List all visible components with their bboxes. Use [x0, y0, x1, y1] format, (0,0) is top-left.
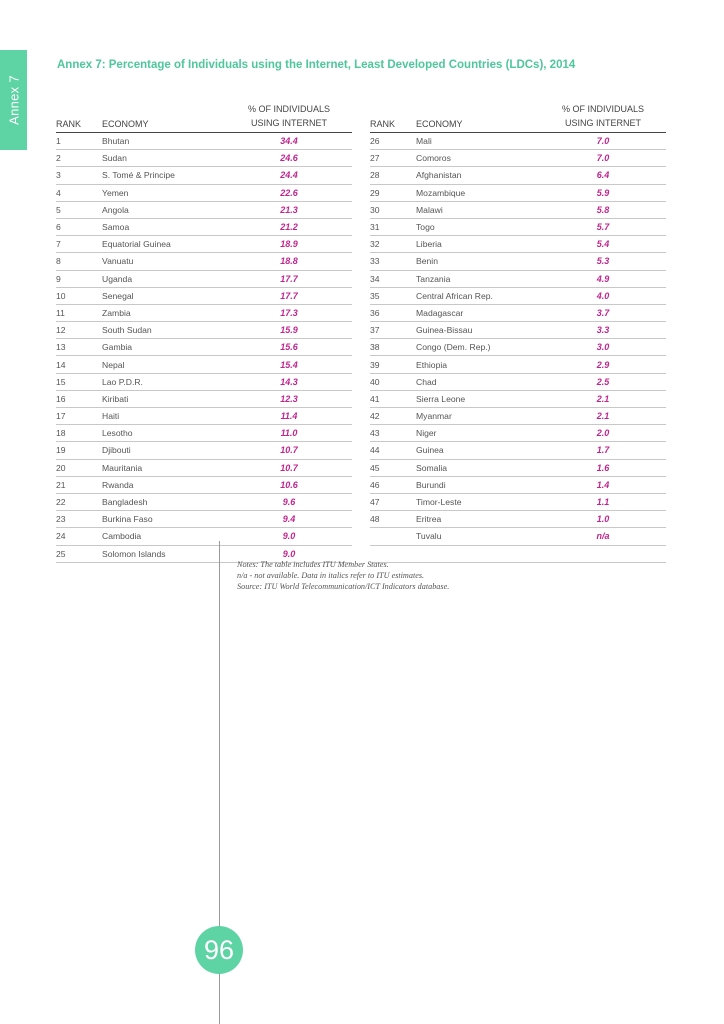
rank-cell: 31 — [370, 222, 380, 233]
economy-cell: Sudan — [102, 153, 127, 164]
value-cell: 9.0 — [282, 548, 296, 559]
table-row — [370, 271, 666, 288]
note-line: n/a - not available. Data in italics refer to ITU estimates. — [237, 571, 425, 580]
value-cell: 14.3 — [280, 376, 298, 387]
value-cell: 2.5 — [596, 376, 610, 387]
rank-cell: 11 — [56, 307, 65, 318]
value-cell: 1.0 — [596, 514, 610, 525]
percent-header: % OF INDIVIDUALS USING INTERNET — [561, 104, 644, 128]
table-row — [370, 511, 666, 528]
value-cell: 1.4 — [596, 479, 610, 490]
rank-cell: 25 — [56, 548, 66, 559]
value-cell: 9.0 — [282, 531, 296, 542]
table-row — [56, 460, 352, 477]
economy-header: ECONOMY — [416, 119, 463, 129]
rank-cell: 18 — [56, 428, 66, 439]
rank-cell: 30 — [370, 204, 380, 215]
table-row — [370, 477, 666, 494]
economy-cell: Angola — [102, 204, 129, 215]
value-cell: 18.9 — [280, 239, 298, 250]
value-cell: 11.0 — [280, 428, 298, 439]
value-cell: n/a — [596, 531, 610, 542]
economy-cell: Tanzania — [416, 273, 451, 284]
value-cell: 11.4 — [280, 411, 298, 422]
economy-cell: Afghanistan — [416, 170, 462, 181]
economy-cell: Senegal — [102, 290, 134, 301]
table-row — [370, 425, 666, 442]
rank-cell: 33 — [370, 256, 380, 267]
table-row — [56, 271, 352, 288]
rank-cell: 13 — [56, 342, 66, 353]
value-cell: 9.6 — [282, 497, 296, 508]
value-cell: 34.4 — [280, 136, 298, 147]
rank-cell: 36 — [370, 307, 380, 318]
value-cell: 5.9 — [596, 187, 610, 198]
table-row — [56, 425, 352, 442]
economy-cell: Solomon Islands — [102, 548, 166, 559]
ranking-table-left — [56, 101, 352, 563]
rank-cell: 2 — [56, 153, 61, 164]
economy-cell: Niger — [416, 428, 437, 439]
value-cell: 1.7 — [596, 445, 610, 456]
rank-header: RANK — [370, 119, 396, 129]
economy-cell: Central African Rep. — [416, 290, 493, 301]
economy-cell: Madagascar — [416, 307, 464, 318]
rank-cell: 35 — [370, 290, 380, 301]
table-row — [56, 477, 352, 494]
rank-cell: 6 — [56, 222, 61, 233]
table-row — [370, 528, 666, 545]
value-cell: 5.7 — [596, 222, 610, 233]
table-row — [370, 253, 666, 270]
table-row — [56, 339, 352, 356]
value-cell: 17.7 — [280, 273, 298, 284]
table-row — [370, 236, 666, 253]
economy-cell: Eritrea — [416, 514, 442, 525]
economy-cell: Haiti — [102, 411, 120, 422]
value-cell: 4.9 — [596, 273, 610, 284]
rank-cell: 44 — [370, 445, 380, 456]
economy-cell: Congo (Dem. Rep.) — [416, 342, 491, 353]
value-cell: 24.6 — [280, 153, 298, 164]
value-cell: 2.1 — [596, 393, 610, 404]
table-row — [370, 460, 666, 477]
table-row — [56, 391, 352, 408]
table-row — [370, 322, 666, 339]
value-cell: 3.7 — [596, 307, 610, 318]
value-cell: 5.4 — [596, 239, 610, 250]
rank-cell: 14 — [56, 359, 66, 370]
table-row — [370, 408, 666, 425]
rank-cell: 3 — [56, 170, 61, 181]
rank-cell: 42 — [370, 411, 380, 422]
table-row — [56, 305, 352, 322]
rank-header: RANK — [56, 119, 82, 129]
economy-cell: Tuvalu — [416, 531, 442, 542]
rank-cell: 4 — [56, 187, 61, 198]
economy-cell: Togo — [416, 222, 435, 233]
table-row — [56, 219, 352, 236]
table-row — [370, 133, 666, 150]
rank-cell: 23 — [56, 514, 66, 525]
value-cell: 6.4 — [596, 170, 610, 181]
value-cell: 21.2 — [280, 222, 298, 233]
economy-cell: Mauritania — [102, 462, 143, 473]
table-row — [370, 442, 666, 459]
ranking-table-right — [370, 101, 666, 563]
table-row — [56, 167, 352, 184]
rank-cell: 10 — [56, 290, 66, 301]
value-cell: 3.0 — [596, 342, 610, 353]
value-cell: 2.1 — [596, 411, 610, 422]
economy-cell: Guinea — [416, 445, 444, 456]
rank-cell: 12 — [56, 325, 66, 336]
rank-cell: 1 — [56, 136, 61, 147]
rank-cell: 45 — [370, 462, 380, 473]
rank-cell: 16 — [56, 393, 66, 404]
economy-cell: Sierra Leone — [416, 393, 466, 404]
value-cell: 10.7 — [280, 445, 298, 456]
economy-cell: Timor-Leste — [416, 497, 462, 508]
rank-cell: 37 — [370, 325, 380, 336]
page-title: Annex 7: Percentage of Individuals using the Internet, Least Developed Countries (LDCs), 2014 — [57, 59, 576, 71]
rank-cell: 38 — [370, 342, 380, 353]
value-cell: 10.7 — [280, 462, 298, 473]
table-row — [56, 408, 352, 425]
table-row — [370, 339, 666, 356]
table-row — [56, 528, 352, 545]
page-number: 96 — [195, 926, 243, 974]
table-row — [56, 442, 352, 459]
economy-cell: Gambia — [102, 342, 133, 353]
rank-cell: 39 — [370, 359, 380, 370]
value-cell: 1.1 — [596, 497, 610, 508]
value-cell: 17.7 — [280, 290, 298, 301]
value-cell: 17.3 — [280, 307, 298, 318]
rank-cell: 5 — [56, 204, 61, 215]
rank-cell: 47 — [370, 497, 380, 508]
table-row — [370, 150, 666, 167]
table-row — [56, 511, 352, 528]
table-row — [56, 185, 352, 202]
value-cell: 2.0 — [596, 428, 610, 439]
economy-cell: Bhutan — [102, 136, 130, 147]
economy-cell: Liberia — [416, 239, 442, 250]
economy-cell: Chad — [416, 376, 437, 387]
table-row — [56, 356, 352, 373]
table-row — [370, 356, 666, 373]
value-cell: 18.8 — [280, 256, 298, 267]
economy-cell: Lesotho — [102, 428, 133, 439]
economy-cell: Lao P.D.R. — [102, 376, 143, 387]
rank-cell: 43 — [370, 428, 380, 439]
rank-cell: 46 — [370, 479, 380, 490]
economy-cell: Vanuatu — [102, 256, 134, 267]
economy-cell: Burundi — [416, 479, 446, 490]
rank-cell: 28 — [370, 170, 380, 181]
rank-cell: 8 — [56, 256, 61, 267]
economy-cell: Mozambique — [416, 187, 466, 198]
value-cell: 2.9 — [596, 359, 610, 370]
table-row — [56, 133, 352, 150]
value-cell: 15.6 — [280, 342, 298, 353]
economy-cell: Uganda — [102, 273, 133, 284]
value-cell: 10.6 — [280, 479, 298, 490]
economy-cell: Myanmar — [416, 411, 452, 422]
rank-cell: 9 — [56, 273, 61, 284]
economy-cell: Samoa — [102, 222, 130, 233]
economy-cell: Burkina Faso — [102, 514, 153, 525]
rank-cell: 22 — [56, 497, 66, 508]
table-row — [370, 202, 666, 219]
rank-cell: 40 — [370, 376, 380, 387]
table-row — [56, 322, 352, 339]
economy-cell: South Sudan — [102, 325, 152, 336]
economy-cell: Kiribati — [102, 393, 129, 404]
table-row — [370, 167, 666, 184]
rank-cell: 32 — [370, 239, 380, 250]
economy-header: ECONOMY — [102, 119, 149, 129]
value-cell: 1.6 — [596, 462, 610, 473]
table-row — [370, 288, 666, 305]
economy-cell: Djibouti — [102, 445, 131, 456]
table-row — [370, 305, 666, 322]
value-cell: 4.0 — [596, 290, 610, 301]
value-cell: 24.4 — [280, 170, 298, 181]
value-cell: 22.6 — [280, 187, 298, 198]
table-header — [370, 101, 666, 133]
economy-cell: Somalia — [416, 462, 448, 473]
value-cell: 3.3 — [596, 325, 610, 336]
rank-cell: 19 — [56, 445, 66, 456]
economy-cell: Equatorial Guinea — [102, 239, 171, 250]
economy-cell: Comoros — [416, 153, 451, 164]
economy-cell: S. Tomé & Principe — [102, 170, 175, 181]
note-line: Source: ITU World Telecommunication/ICT Indicators database. — [237, 582, 450, 591]
economy-cell: Ethiopia — [416, 359, 448, 370]
table-row — [370, 494, 666, 511]
note-line: Notes: The table includes ITU Member States. — [237, 560, 389, 569]
table-row — [56, 150, 352, 167]
rank-cell: 20 — [56, 462, 66, 473]
rank-cell: 15 — [56, 376, 66, 387]
economy-cell: Malawi — [416, 204, 443, 215]
value-cell: 12.3 — [280, 393, 298, 404]
percent-header: % OF INDIVIDUALS USING INTERNET — [247, 104, 330, 128]
economy-cell: Guinea-Bissau — [416, 325, 473, 336]
economy-cell: Benin — [416, 256, 438, 267]
economy-cell: Mali — [416, 136, 432, 147]
rank-cell: 27 — [370, 153, 380, 164]
table-row — [56, 288, 352, 305]
value-cell: 15.4 — [280, 359, 298, 370]
rank-cell: 24 — [56, 531, 66, 542]
value-cell: 15.9 — [280, 325, 298, 336]
table-row — [56, 374, 352, 391]
rank-cell: 48 — [370, 514, 380, 525]
value-cell: 5.3 — [596, 256, 610, 267]
table-body — [56, 133, 352, 563]
table-notes — [237, 559, 449, 592]
economy-cell: Zambia — [102, 307, 131, 318]
value-cell: 21.3 — [280, 204, 298, 215]
table-row — [370, 185, 666, 202]
table-row — [56, 202, 352, 219]
rank-cell: 17 — [56, 411, 66, 422]
economy-cell: Yemen — [102, 187, 129, 198]
table-row — [370, 391, 666, 408]
table-row — [370, 374, 666, 391]
rank-cell: 34 — [370, 273, 380, 284]
table-row — [56, 253, 352, 270]
rank-cell: 41 — [370, 393, 380, 404]
annex-side-tab — [0, 50, 27, 150]
annex-side-tab-label: Annex 7 — [6, 75, 21, 125]
value-cell: 9.4 — [282, 514, 296, 525]
rank-cell: 7 — [56, 239, 61, 250]
rank-cell: 21 — [56, 479, 66, 490]
table-row — [56, 236, 352, 253]
value-cell: 7.0 — [596, 136, 610, 147]
value-cell: 5.8 — [596, 204, 610, 215]
rank-cell: 26 — [370, 136, 380, 147]
economy-cell: Rwanda — [102, 479, 134, 490]
value-cell: 7.0 — [596, 153, 610, 164]
table-row — [370, 219, 666, 236]
economy-cell: Bangladesh — [102, 497, 148, 508]
table-body — [370, 133, 666, 563]
rank-cell: 29 — [370, 187, 380, 198]
economy-cell: Nepal — [102, 359, 125, 370]
table-row — [56, 494, 352, 511]
table-header — [56, 101, 352, 133]
economy-cell: Cambodia — [102, 531, 142, 542]
